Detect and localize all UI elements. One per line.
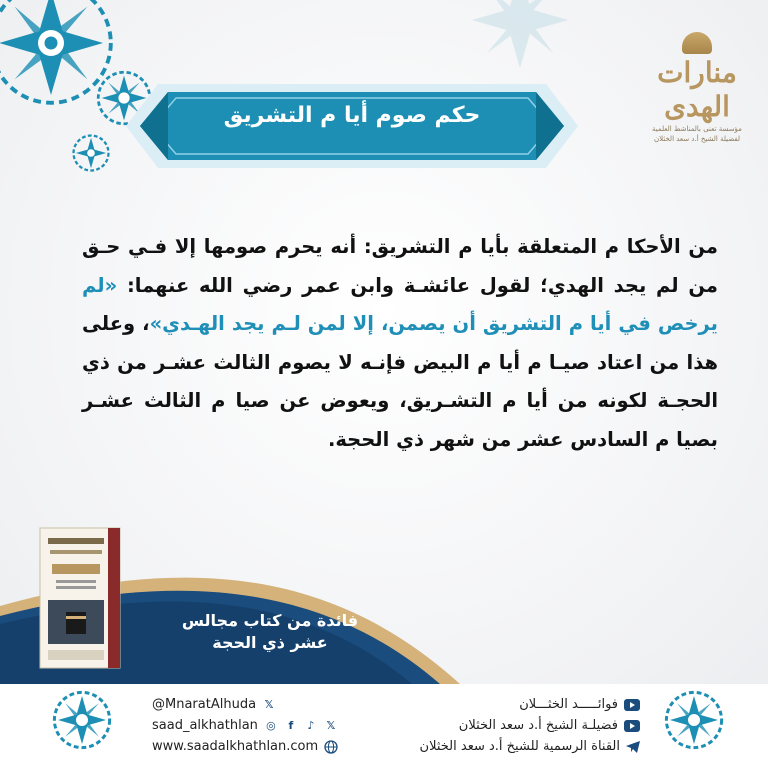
brand-logo — [648, 32, 746, 144]
footer-link-youtube-fawaid[interactable] — [420, 694, 640, 715]
footer-link-label: saad_alkhathlan — [152, 718, 258, 733]
lantern-icon — [682, 32, 712, 54]
logo-subtitle-1: مؤسسة تعنى بالمناشط العلمية — [652, 125, 742, 133]
body-text — [82, 228, 718, 459]
logo-name: منارات الهدى — [657, 56, 737, 123]
footer-link-social-handle[interactable] — [152, 715, 338, 736]
instagram-icon: ◎ — [266, 719, 276, 732]
footer-link-label: فضيلـة الشيخ أ.د سعد الخثلان — [458, 718, 618, 733]
faint-background-ornament — [430, 0, 610, 80]
footer-rosette-left — [52, 690, 112, 750]
globe-icon — [324, 740, 338, 754]
footer-link-youtube-sheikh[interactable] — [420, 715, 640, 736]
footer-rosette-right — [664, 690, 724, 750]
facebook-icon: f — [288, 719, 294, 732]
book-cover-image — [38, 524, 124, 670]
footer-channels — [420, 694, 640, 757]
footer-link-website[interactable] — [152, 736, 338, 757]
footer-social — [152, 694, 338, 757]
footer-link-label: www.saadalkhathlan.com — [152, 739, 319, 754]
x-icon: 𝕏 — [264, 698, 274, 711]
youtube-icon — [624, 699, 640, 711]
caption-line-2: عشر ذي الحجة — [212, 633, 328, 652]
body-part-1: من الأحكا م المتعلقة بأيا م التشريق: أنه يحرم صومها إلا فـي حـق من لم يجد الهدي؛ لقول عائشـة وابن عمر رضي الله عنهما: — [82, 235, 718, 297]
footer-link-label: @MnaratAlhuda — [152, 697, 257, 712]
hadith-quote: «لم يرخص في أيا م التشريق أن يصمن، إلا لمن لـم يجد الهـدي» — [82, 273, 719, 335]
footer-link-label: القناة الرسمية للشيخ أ.د سعد الخثلان — [419, 739, 620, 754]
body-part-2: ، وعلى هذا من اعتاد صيـا م أيا م البيض فإنـه لا يصوم الثالث عشـر من ذي الحجـة لكونه من أيا م التشـريق، ويعوض عن صيا م الثالث عشـر بصيا م السادس عشر من شهر ذي الحجة. — [82, 312, 718, 451]
book-caption — [160, 610, 380, 654]
footer-link-telegram[interactable] — [420, 736, 640, 757]
youtube-icon — [624, 720, 640, 732]
footer-link-x[interactable] — [152, 694, 338, 715]
rosette-ornament-small — [72, 134, 110, 172]
telegram-icon — [626, 740, 640, 754]
title-banner — [118, 76, 586, 176]
footer-link-label: فوائـــــد الخثـــلان — [519, 697, 618, 712]
footer — [0, 684, 768, 769]
page-title: حكم صوم أيا م التشريق — [223, 103, 481, 128]
x-icon: 𝕏 — [326, 719, 336, 732]
logo-subtitle-2: لفضيلة الشيخ أ.د سعد الخثلان — [653, 135, 740, 143]
tiktok-icon: ♪ — [307, 719, 315, 732]
caption-line-1: فائدة من كتاب مجالس — [181, 611, 359, 630]
